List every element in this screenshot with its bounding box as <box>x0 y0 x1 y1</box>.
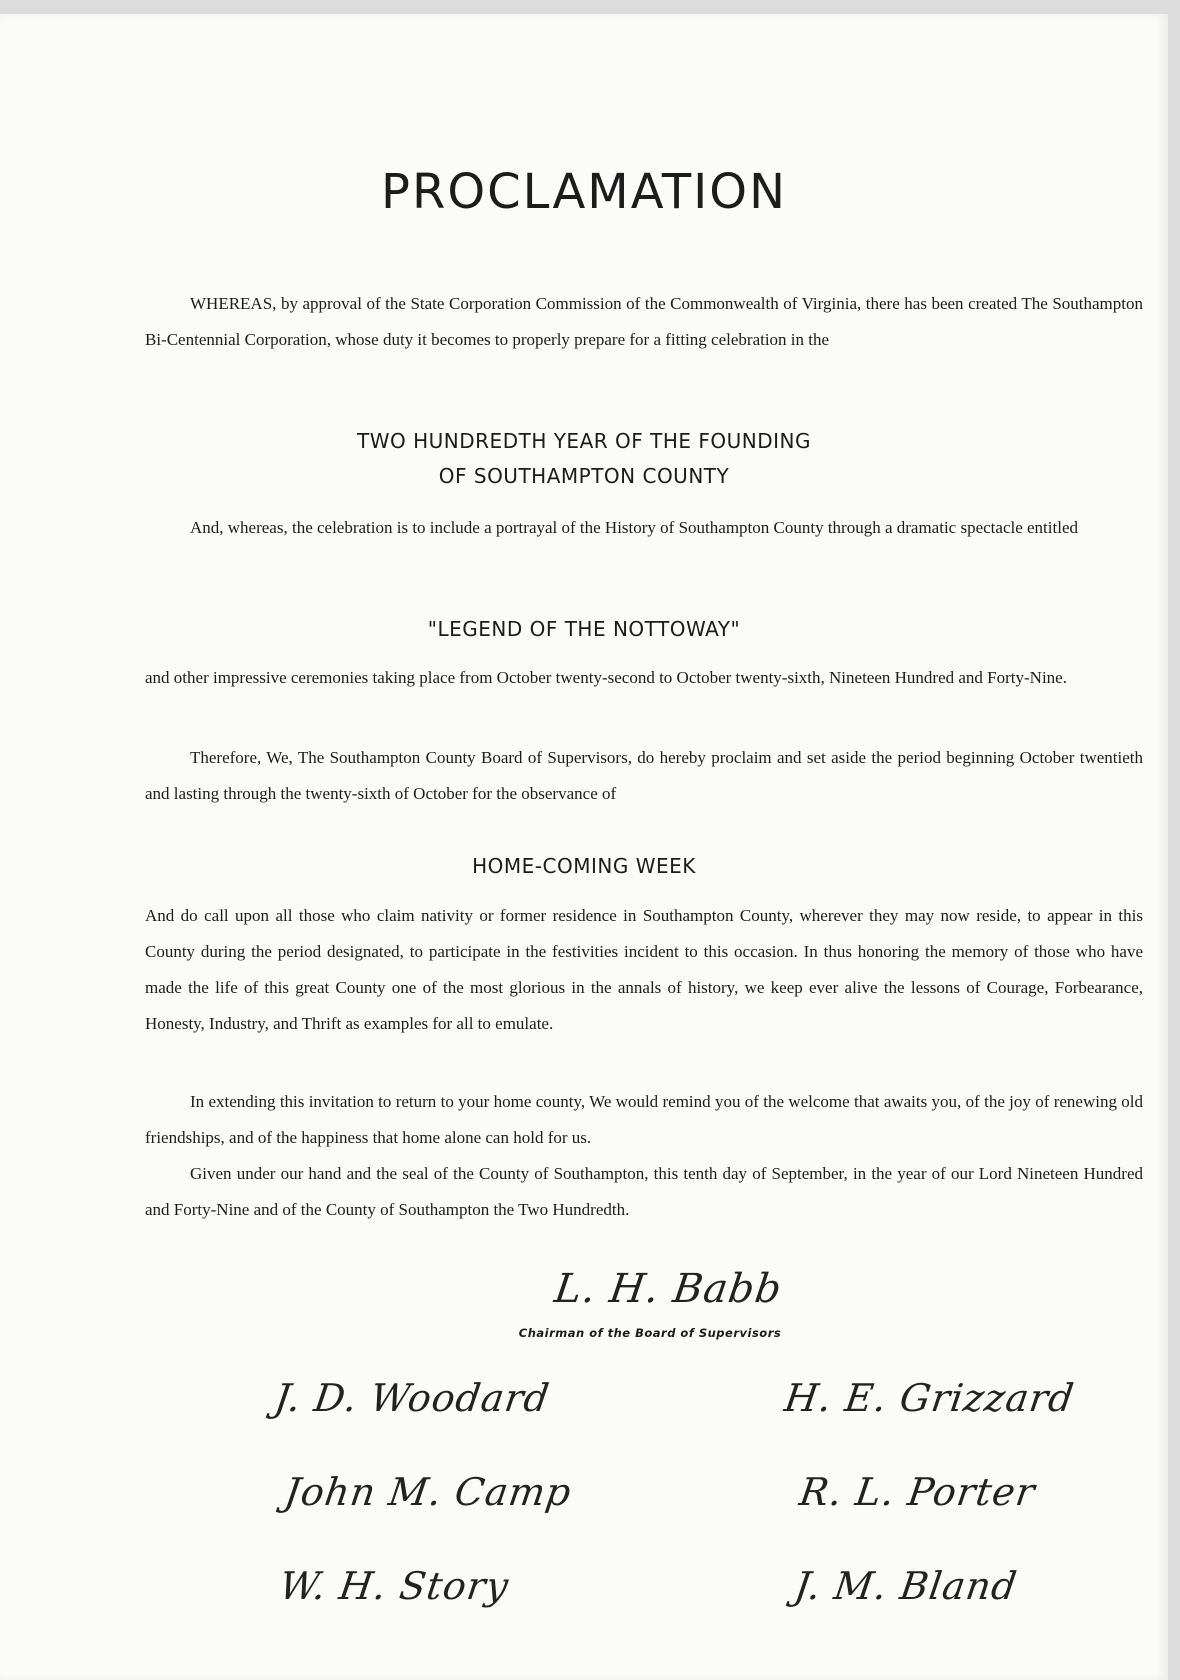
heading-two-hundredth-year <box>0 424 1168 494</box>
paragraph-given-under-hand: Given under our hand and the seal of the County of Southampton, this tenth day of September, in the year of our Lord Nineteen Hundred and Forty-Nine and of the County of Southampton the Two Hundredth. <box>145 1164 1143 1219</box>
signature-chairman: L. H. Babb <box>551 1266 785 1312</box>
signature-supervisor: J. M. Bland <box>791 1564 1021 1608</box>
paragraph-therefore: Therefore, We, The Southampton County Board of Supervisors, do hereby proclaim and set aside the period beginning October twentieth and lasting through the twenty-sixth of October for the observance of <box>145 748 1143 803</box>
signature-supervisor: J. D. Woodard <box>271 1376 553 1420</box>
paragraph-celebration: And, whereas, the celebration is to include a portrayal of the History of Southampton County through a dramatic spectacle entitled <box>190 518 1078 537</box>
proclamation-page <box>0 14 1168 1680</box>
heading-two-hundredth-year-line-2: OF SOUTHAMPTON COUNTY <box>438 464 730 488</box>
page-title: PROCLAMATION <box>381 164 787 220</box>
signature-supervisor: John M. Camp <box>281 1470 575 1514</box>
signature-supervisor: R. L. Porter <box>796 1470 1039 1514</box>
paragraph-invitation: In extending this invitation to return to your home county, We would remind you of the welcome that awaits you, of the joy of renewing old friendships, and of the happiness that home alone can hold for us. <box>145 1092 1143 1147</box>
chairman-title: Chairman of the Board of Supervisors <box>518 1326 782 1340</box>
heading-home-coming-week: HOME-COMING WEEK <box>472 854 696 878</box>
paragraph-ceremonies: and other impressive ceremonies taking place from October twenty-second to October twenty-sixth, Nineteen Hundred and Forty-Nine. <box>145 668 1067 687</box>
paragraph-call-upon: And do call upon all those who claim nativity or former residence in Southampton County, wherever they may now reside, to appear in this County during the period designated, to participate in the festivities incident to this occasion. In thus honoring the memory of those who have made the life of this great County one of the most glorious in the annals of history, we keep ever alive the lessons of Courage, Forbearance, Honesty, Industry, and Thrift as examples for all to emulate. <box>145 906 1143 1033</box>
signature-supervisor: W. H. Story <box>276 1564 512 1608</box>
heading-legend-of-the-nottoway: "LEGEND OF THE NOTTOWAY" <box>427 617 741 641</box>
paragraph-whereas: WHEREAS, by approval of the State Corporation Commission of the Commonwealth of Virginia, there has been created The Southampton Bi-Centennial Corporation, whose duty it becomes to properly prepare for a fitting celebration in the <box>145 294 1143 349</box>
signature-supervisor: H. E. Grizzard <box>781 1376 1078 1420</box>
heading-two-hundredth-year-line-1: TWO HUNDREDTH YEAR OF THE FOUNDING <box>357 429 811 453</box>
